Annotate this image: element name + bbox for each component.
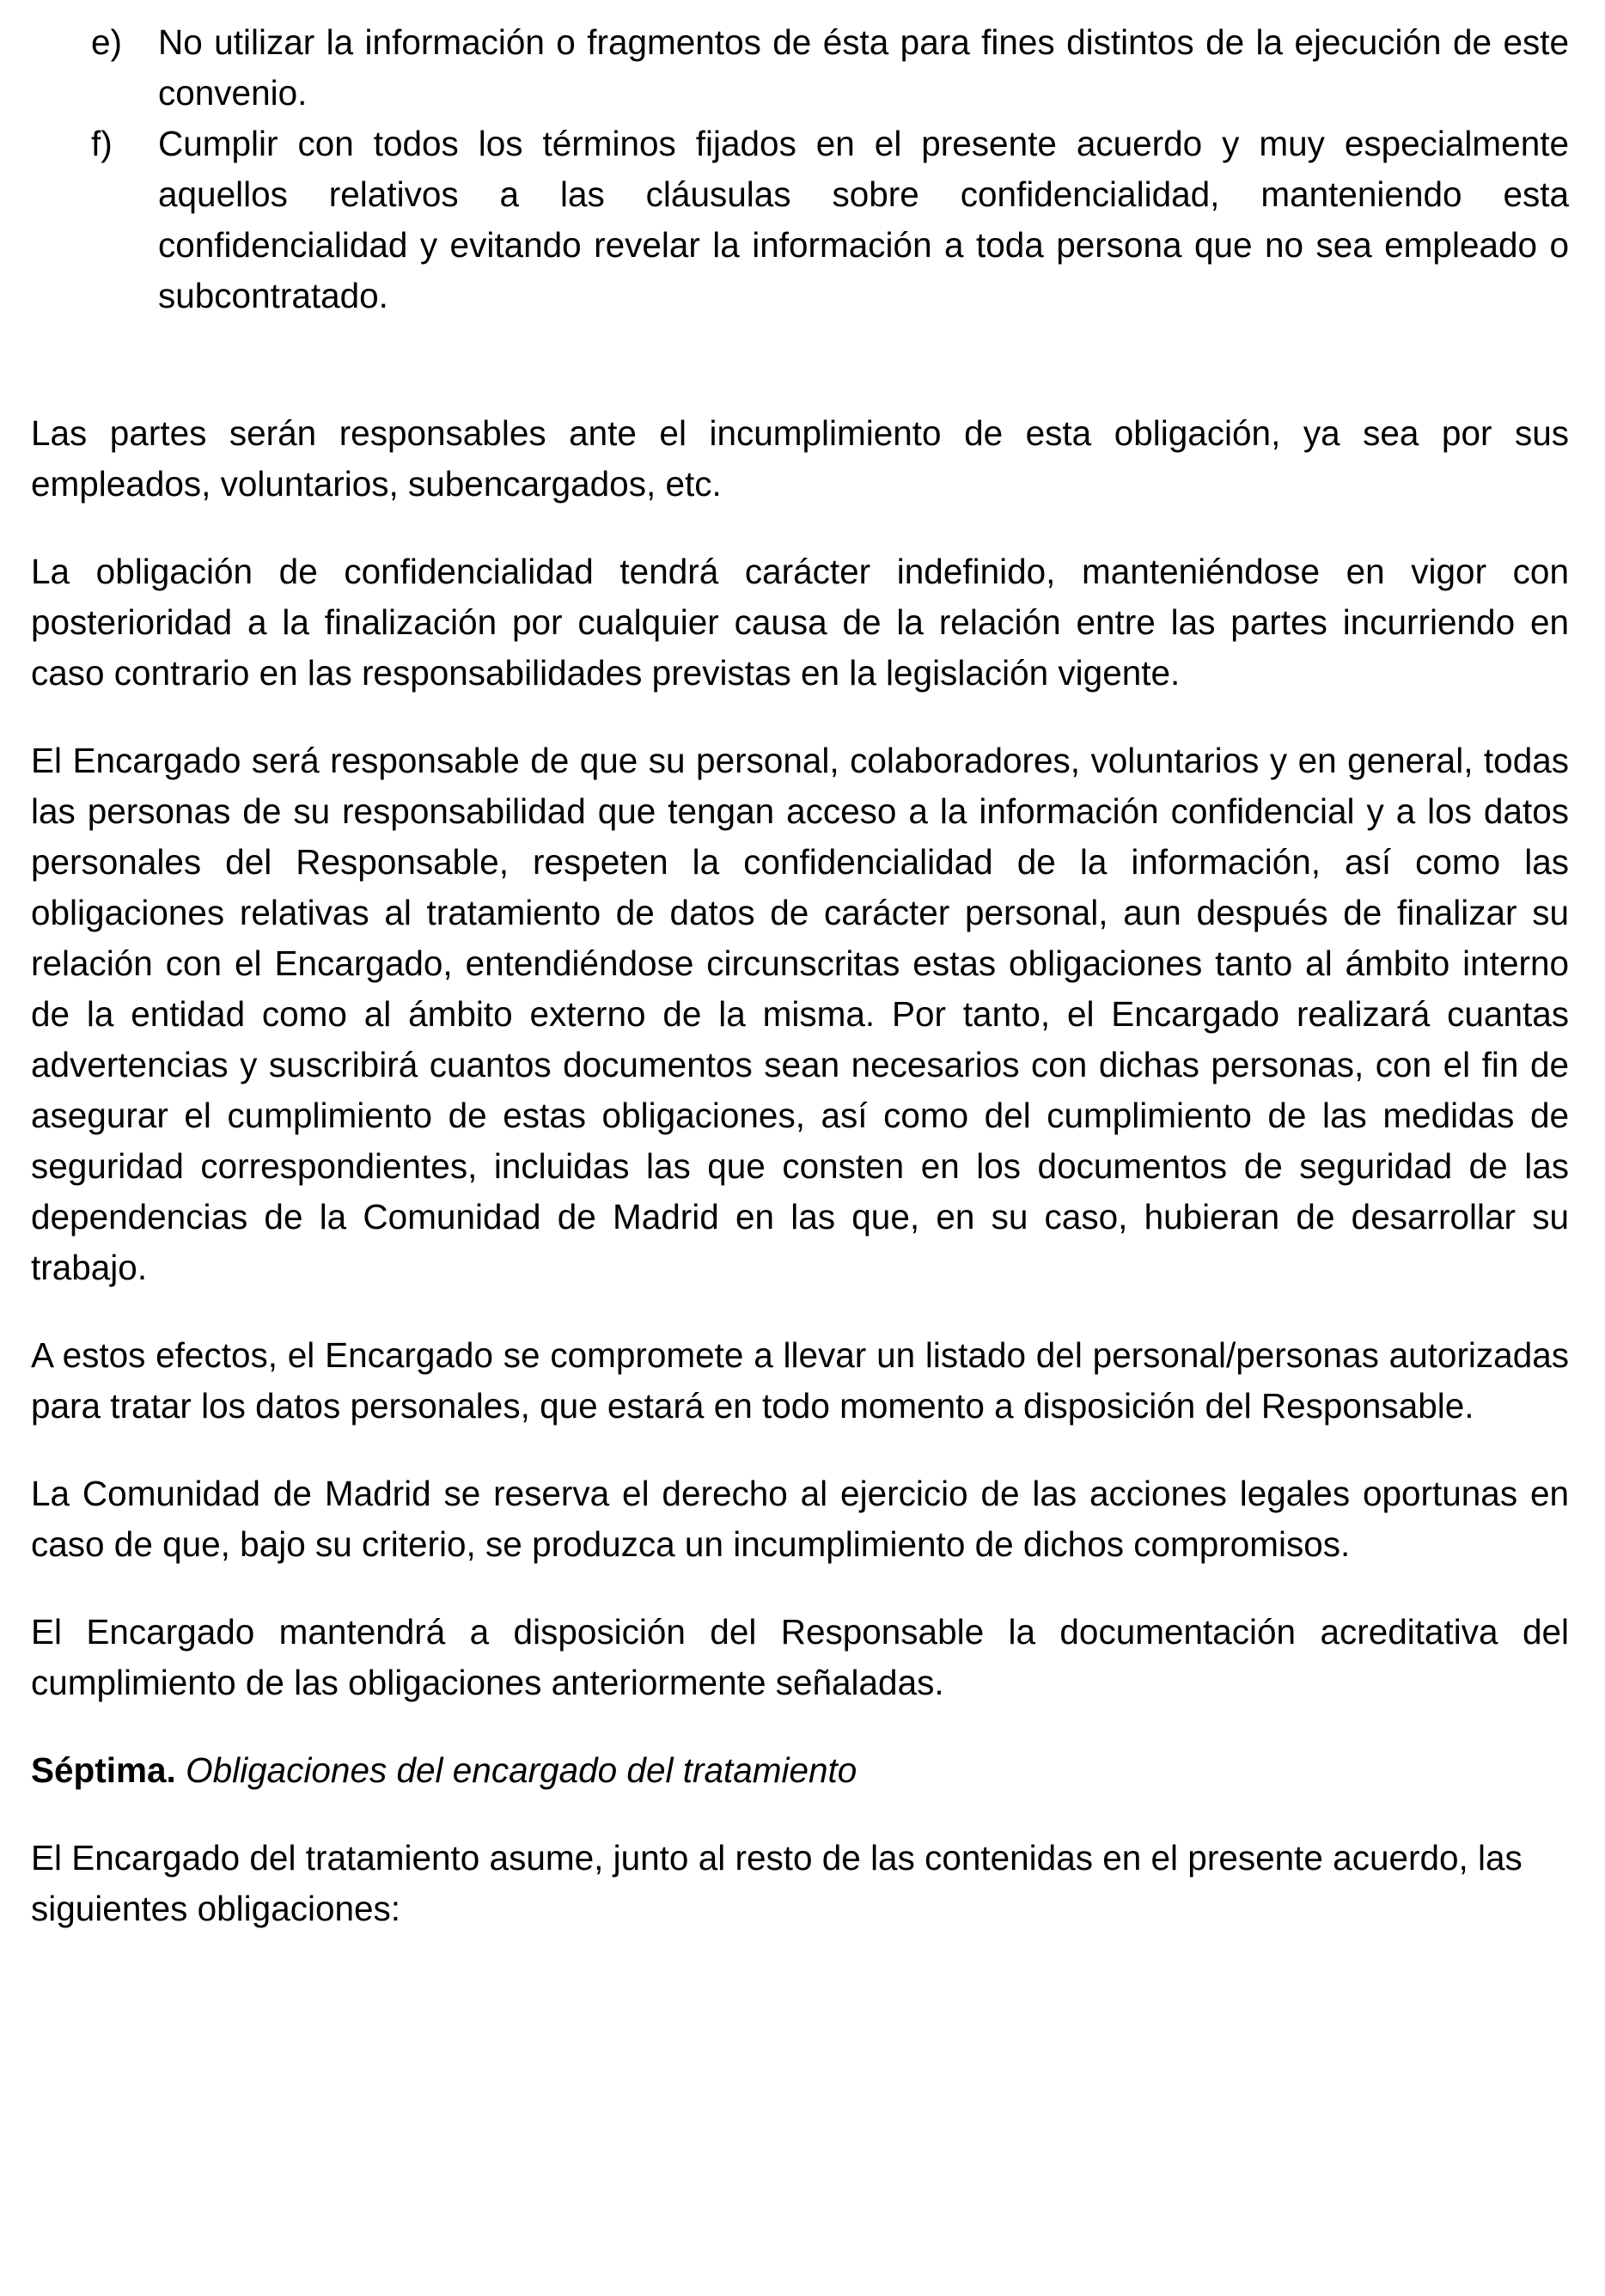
paragraph-obligations-intro: El Encargado del tratamiento asume, junto al resto de las contenidas en el presente acuerdo, las siguientes obligaciones: (31, 1838, 1523, 1928)
paragraph-documentation: El Encargado mantendrá a disposición del Responsable la documentación acreditativa del cumplimiento de las obligaciones anteriormente señaladas. (31, 1612, 1569, 1702)
document-page (31, 0, 1569, 2296)
section-title: Obligaciones del encargado del tratamiento (186, 1750, 857, 1790)
paragraph-personnel-responsibility: El Encargado será responsable de que su personal, colaboradores, voluntarios y en general, todas las personas de su responsabilidad que tengan acceso a la información confidencial y a los datos personales del Responsable, respeten la confidencialidad de la información, así como las obligaciones relativas al tratamiento de datos de carácter personal, aun después de finalizar su relación con el Encargado, entendiéndose circunscritas estas obligaciones tanto al ámbito interno de la entidad como al ámbito externo de la misma. Por tanto, el Encargado realizará cuantas advertencias y suscribirá cuantos documentos sean necesarios con dichas personas, con el fin de asegurar el cumplimiento de estas obligaciones, así como del cumplimiento de las medidas de seguridad correspondientes, incluidas las que consten en los documentos de seguridad de las dependencias de la Comunidad de Madrid en las que, en su caso, hubieran de desarrollar su trabajo. (31, 741, 1569, 1287)
paragraph-personnel-list: A estos efectos, el Encargado se compromete a llevar un listado del personal/personas autorizadas para tratar los datos personales, que estará en todo momento a disposición del Responsable. (31, 1335, 1569, 1426)
list-item-e (31, 17, 1569, 119)
paragraph-responsibility: Las partes serán responsables ante el incumplimiento de esta obligación, ya sea por sus empleados, voluntarios, subencargados, etc. (31, 413, 1569, 504)
list-marker: f) (91, 124, 113, 163)
paragraph-confidentiality-duration: La obligación de confidencialidad tendrá carácter indefinido, manteniéndose en vigor con posterioridad a la finalización por cualquier causa de la relación entre las partes incurriendo en caso contrario en las responsabilidades previstas en la legislación vigente. (31, 552, 1569, 693)
list-item-f (31, 119, 1569, 321)
list-marker: e) (91, 22, 123, 62)
list-item-text: Cumplir con todos los términos fijados en el presente acuerdo y muy especialmente aquellos relativos a las cláusulas sobre confidencialidad, manteniendo esta confidencialidad y evitando revelar la información a toda persona que no sea empleado o subcontratado. (158, 124, 1569, 315)
section-heading (31, 1745, 1569, 1796)
paragraph-legal-actions: La Comunidad de Madrid se reserva el derecho al ejercicio de las acciones legales oportunas en caso de que, bajo su criterio, se produzca un incumplimiento de dichos compromisos. (31, 1474, 1569, 1564)
section-number: Séptima. (31, 1750, 176, 1790)
list-item-text: No utilizar la información o fragmentos de ésta para fines distintos de la ejecución de este convenio. (158, 22, 1569, 113)
